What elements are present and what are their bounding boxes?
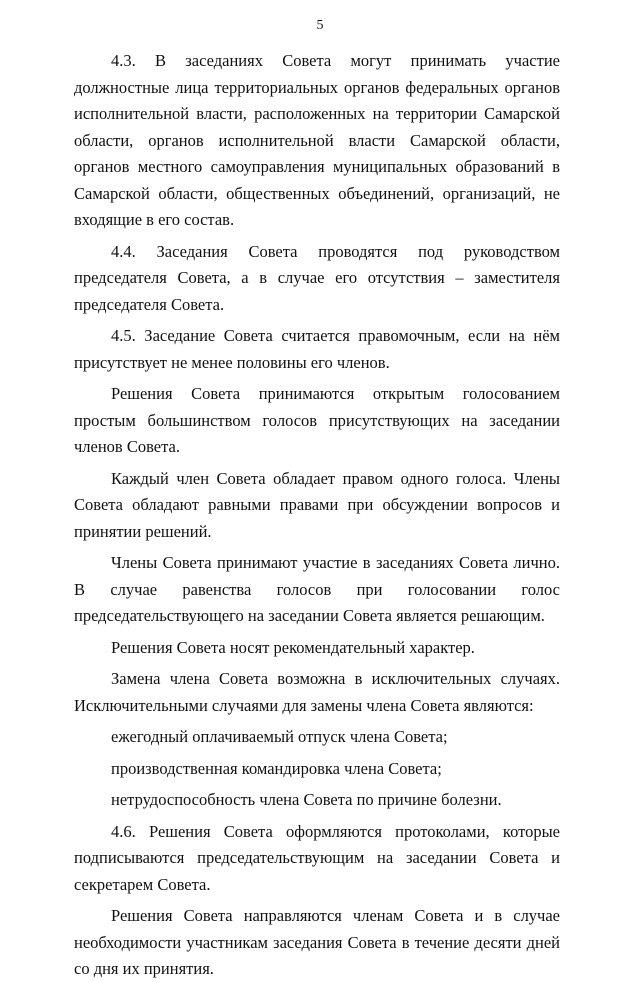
paragraph-4-4: 4.4. Заседания Совета проводятся под руководством председателя Совета, а в случае его отсутствия – заместителя председателя Совета. xyxy=(74,241,560,314)
document-body xyxy=(74,48,560,983)
list-item-vacation: ежегодный оплачиваемый отпуск члена Совета; xyxy=(111,727,448,746)
page-number: 5 xyxy=(316,18,324,33)
paragraph-one-vote: Каждый член Совета обладает правом одного голоса. Члены Совета обладают равными правами при обсуждении вопросов и принятии решений. xyxy=(74,468,560,541)
paragraph-member-replacement: Замена члена Совета возможна в исключительных случаях. Исключительными случаями для замены члена Совета являются: xyxy=(74,669,560,715)
paragraph-decisions-voting: Решения Совета принимаются открытым голосованием простым большинством голосов присутствующих на заседании членов Совета. xyxy=(74,384,560,456)
list-item-business-trip: производственная командировка члена Совета; xyxy=(111,758,442,778)
paragraph-recommendatory: Решения Совета носят рекомендательный характер. xyxy=(111,637,475,657)
paragraph-distribution: Решения Совета направляются членам Совета и в случае необходимости участникам заседания Совета в течение десяти дней со дня их принятия. xyxy=(74,906,560,978)
paragraph-4-6: 4.6. Решения Совета оформляются протоколами, которые подписываются председательствующим на заседании Совета и секретарем Совета. xyxy=(74,821,560,894)
paragraph-personal-participation: Члены Совета принимают участие в заседаниях Совета лично. В случае равенства голосов при голосовании голос председательствующего на заседании Совета является решающим. xyxy=(74,553,560,625)
list-item-illness: нетрудоспособность члена Совета по причине болезни. xyxy=(111,790,502,809)
paragraph-4-3: 4.3. В заседаниях Совета могут принимать участие должностные лица территориальных органов федеральных органов исполнительной власти, расположенных на территории Самарской области, органов исполнительной власти Самарской области, органов местного самоуправления муниципальных образований в Самарской области, общественных объединений, организаций, не входящие в его состав. xyxy=(74,51,560,229)
paragraph-4-5: 4.5. Заседание Совета считается правомочным, если на нём присутствует не менее половины его членов. xyxy=(74,326,560,372)
